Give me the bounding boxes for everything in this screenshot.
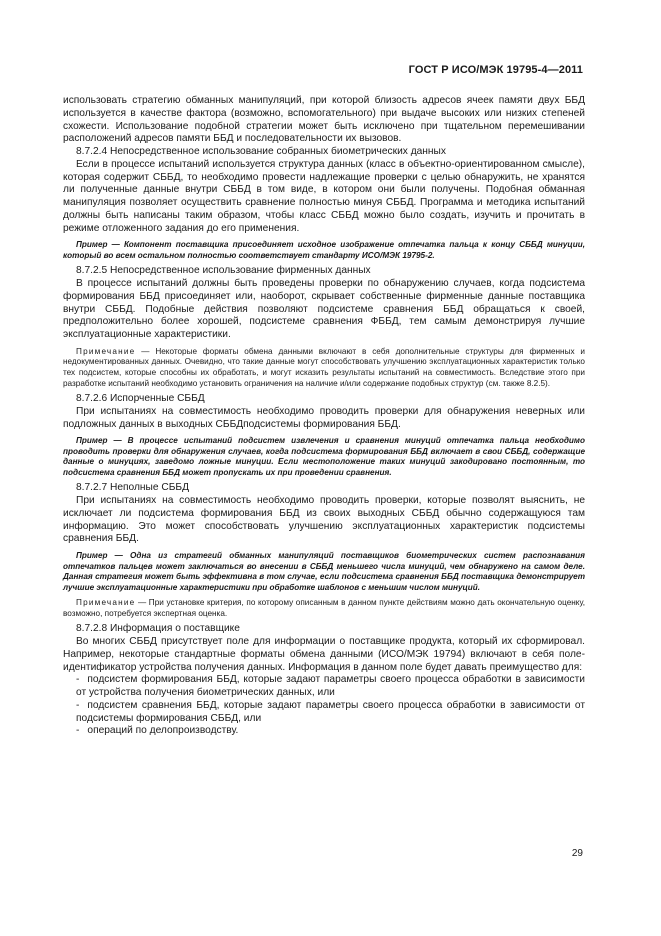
example-8-7-2-4: Пример — Компонент поставщика присоединяет исходное изображение отпечатка пальца к концу СББД минуции, который во всем остальном полностью соответствует стандарту ИСО/МЭК 19795-2. <box>63 240 585 260</box>
list-item: - подсистем формирования ББД, которые задают параметры своего процесса обработки в зависимости от устройства получения биометрических данных, или <box>76 674 585 699</box>
note-8-7-2-5 <box>63 347 585 389</box>
section-heading-8-7-2-8: 8.7.2.8 Информация о поставщике <box>76 623 240 635</box>
note-8-7-2-7 <box>63 598 585 619</box>
list-item: - подсистем сравнения ББД, которые задают параметры своего процесса обработки в зависимости от подсистемы формирования СББД, или <box>76 699 585 724</box>
section-heading-8-7-2-7: 8.7.2.7 Неполные СББД <box>76 482 189 494</box>
section-heading-8-7-2-4: 8.7.2.4 Непосредственное использование собранных биометрических данных <box>76 146 446 157</box>
dash-marker: - <box>76 674 80 686</box>
list-item: - операций по делопроизводству. <box>76 725 239 737</box>
note-label: Примечание <box>76 598 136 608</box>
page-number: 29 <box>571 848 583 859</box>
note-text: — При установке критерия, по которому описанным в данном пункте действиям можно дать окончательную оценку, возможно, потребуется экспертная оценка. <box>63 598 585 618</box>
document-body <box>63 95 585 738</box>
note-text: — Некоторые форматы обмена данными включают в себя дополнительные структуры для фирменных и недокументированных данных. Очевидно, что такие данные могут способствовать улучшению эксплуатационных характеристик только тех подсистем, которые способны их обработать, и могут исказить результаты испытаний на совместимость. Вследствие этого при разработке испытаний необходимо установить ограничения на наличие и/или содержание подобных структур (см. также 8.2.5). <box>63 346 585 388</box>
section-heading-8-7-2-6: 8.7.2.6 Испорченные СББД <box>76 393 205 405</box>
paragraph-8-7-2-6: При испытаниях на совместимость необходимо проводить проверки для обнаружения неверных или подложных данных в выходных СББДподсистемы формирования ББД. <box>63 405 585 430</box>
paragraph-8-7-2-5: В процессе испытаний должны быть проведены проверки по обнаружению случаев, когда подсистема формирования ББД присоединяет или, наоборот, скрывает собственные фирменные данные поставщика внутри СББД. Подобные действия позволяют подсистеме сравнения ББД обращаться к своей, предположительно более хорошей, подсистеме сравнения ФББД, тем самым демонстрируя лучшие эксплуатационные характеристики. <box>63 278 585 340</box>
dash-marker: - <box>76 725 80 737</box>
dash-marker: - <box>76 699 80 711</box>
note-label: Примечание <box>76 346 136 356</box>
example-8-7-2-6: Пример — В процессе испытаний подсистем извлечения и сравнения минуций отпечатка пальца необходимо проводить проверки для обнаружения случаев, когда подсистема формирования ББД включает в свои СББД, содержащие данные о минуциях, заведомо ложные минуции. Если местоположение таких минуций закодировано постоянным, то подсистема сравнения ББД может пропускать их при проведении сравнения. <box>63 436 585 477</box>
paragraph-8-7-2-7: При испытаниях на совместимость необходимо проводить проверки, которые позволят выяснить, не исключает ли подсистема формирования ББД из своих выходных СББД обычно содержащуюся там информацию. Это может способствовать улучшению эксплуатационных характеристик подсистемы сравнения ББД. <box>63 495 585 545</box>
paragraph-8-7-2-4: Если в процессе испытаний используется структура данных (класс в объектно-ориентированном смысле), которая содержит СББД, то необходимо провести надлежащие проверки с целью обнаружить, не хранятся ли полученные данные внутри СББД в том виде, в котором они были получены. Подобная обманная манипуляция позволяет осуществить сравнение полностью минуя СББД. Программа и методика испытаний должны быть написаны таким образом, чтобы класс СББД можно было создать, изучить и прочитать в режиме отложенного задания до его применения. <box>63 158 585 234</box>
document-header: ГОСТ Р ИСО/МЭК 19795-4—2011 <box>408 64 583 76</box>
paragraph-memory-strategy: использовать стратегию обманных манипуляций, при которой близость адресов ячеек памяти двух ББД используется в качестве фактора (возможно, вспомогательного) при выдаче высоких или низких степеней схожести. Использование подобной стратегии может быть исключено при тщательном перемешивании расположений адресов памяти ББД и последовательности их вызовов. <box>63 95 585 145</box>
example-8-7-2-7: Пример — Одна из стратегий обманных манипуляций поставщиков биометрических систем распознавания отпечатков пальцев может заключаться во внесении в СББД меньшего числа минуций, чем обнаружено на самом деле. Данная стратегия может быть эффективна в том случае, если подсистема сравнения ББД поставщика демонстрирует лучшие эксплуатационные характеристики при обработке шаблонов с меньшим числом минуций. <box>63 551 585 592</box>
section-heading-8-7-2-5: 8.7.2.5 Непосредственное использование фирменных данных <box>76 265 371 277</box>
paragraph-8-7-2-8: Во многих СББД присутствует поле для информации о поставщике продукта, который их сформировал. Например, некоторые стандартные форматы обмена данными (ИСО/МЭК 19794) включают в себя поле-идентификатор устройства получения данных. Информация в данном поле будет давать преимущество для: <box>63 636 585 673</box>
